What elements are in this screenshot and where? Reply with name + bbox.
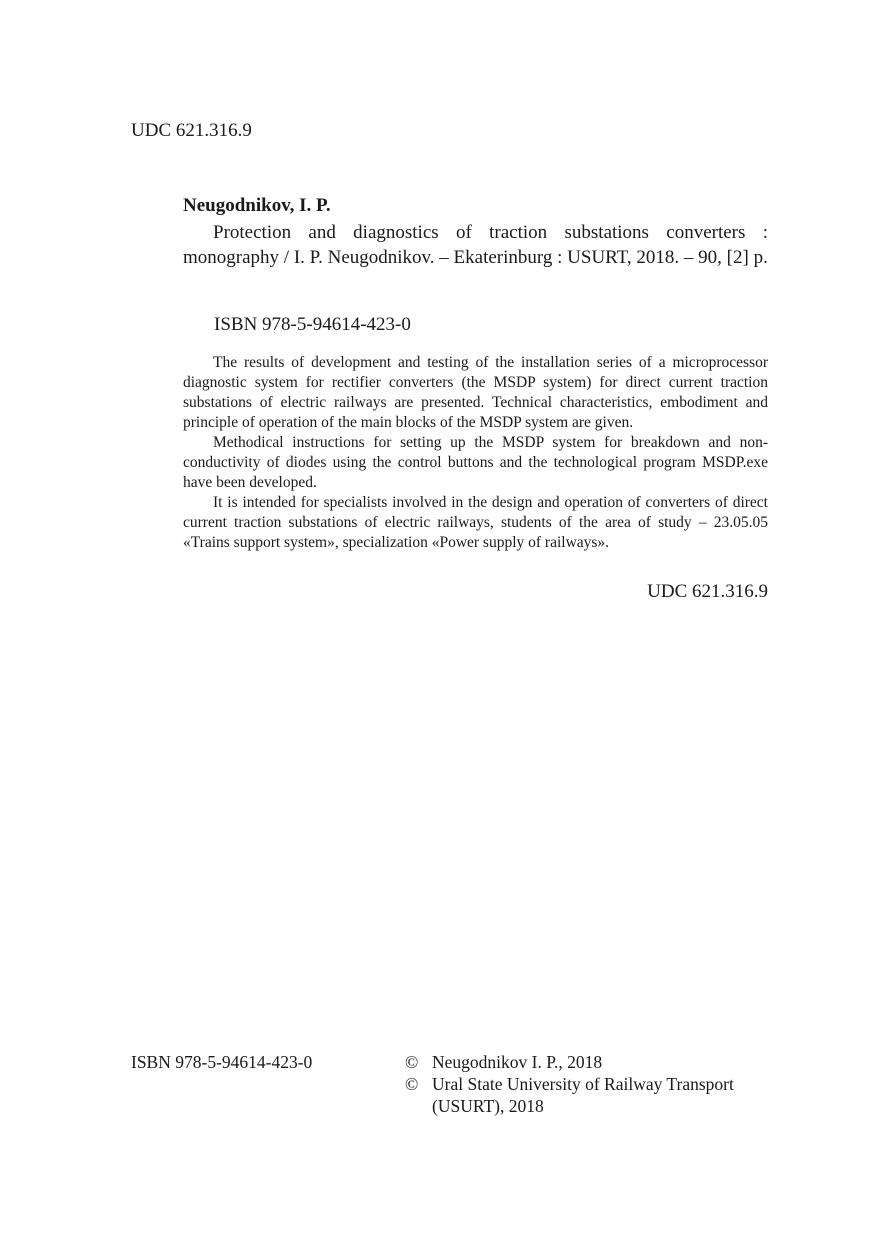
copyright-author: Neugodnikov I. P., 2018 [432,1052,603,1072]
udc-code-bottom: UDC 621.316.9 [647,581,768,602]
footer-isbn: ISBN 978-5-94614-423-0 [131,1052,313,1072]
copyright-symbol: © [405,1052,419,1072]
bibliographic-description: Protection and diagnostics of traction substations converters : monography / I. P. Neugodnikov. – Ekaterinburg : USURT, 2018. – 90, [2] p. [183,222,768,268]
annotation [183,353,768,553]
annotation-paragraph-2: Methodical instructions for setting up the MSDP system for breakdown and non-conductivity of diodes using the control buttons and the technological program MSDP.exe have been developed. [183,434,768,491]
copyright-block [405,1051,775,1117]
udc-code-top: UDC 621.316.9 [131,120,252,141]
author-name: Neugodnikov, I. P. [183,195,331,216]
bibliographic-record [183,193,768,270]
copyright-publisher: Ural State University of Railway Transport [432,1074,734,1094]
annotation-paragraph-3: It is intended for specialists involved in the design and operation of converters of direct current traction substations of electric railways, students of the area of study – 23.05.05 «Trains support system», specialization «Power supply of railways». [183,494,768,551]
copyright-publisher-continuation: (USURT), 2018 [432,1096,544,1116]
isbn-line: ISBN 978-5-94614-423-0 [214,314,411,335]
annotation-paragraph-1: The results of development and testing of the installation series of a microprocessor diagnostic system for rectifier converters (the MSDP system) for direct current traction substations of electric railways are presented. Technical characteristics, embodiment and principle of operation of the main blocks of the MSDP system are given. [183,354,768,431]
copyright-symbol: © [405,1074,419,1094]
copyright-publisher-row [405,1073,775,1095]
copyright-author-row [405,1051,775,1073]
